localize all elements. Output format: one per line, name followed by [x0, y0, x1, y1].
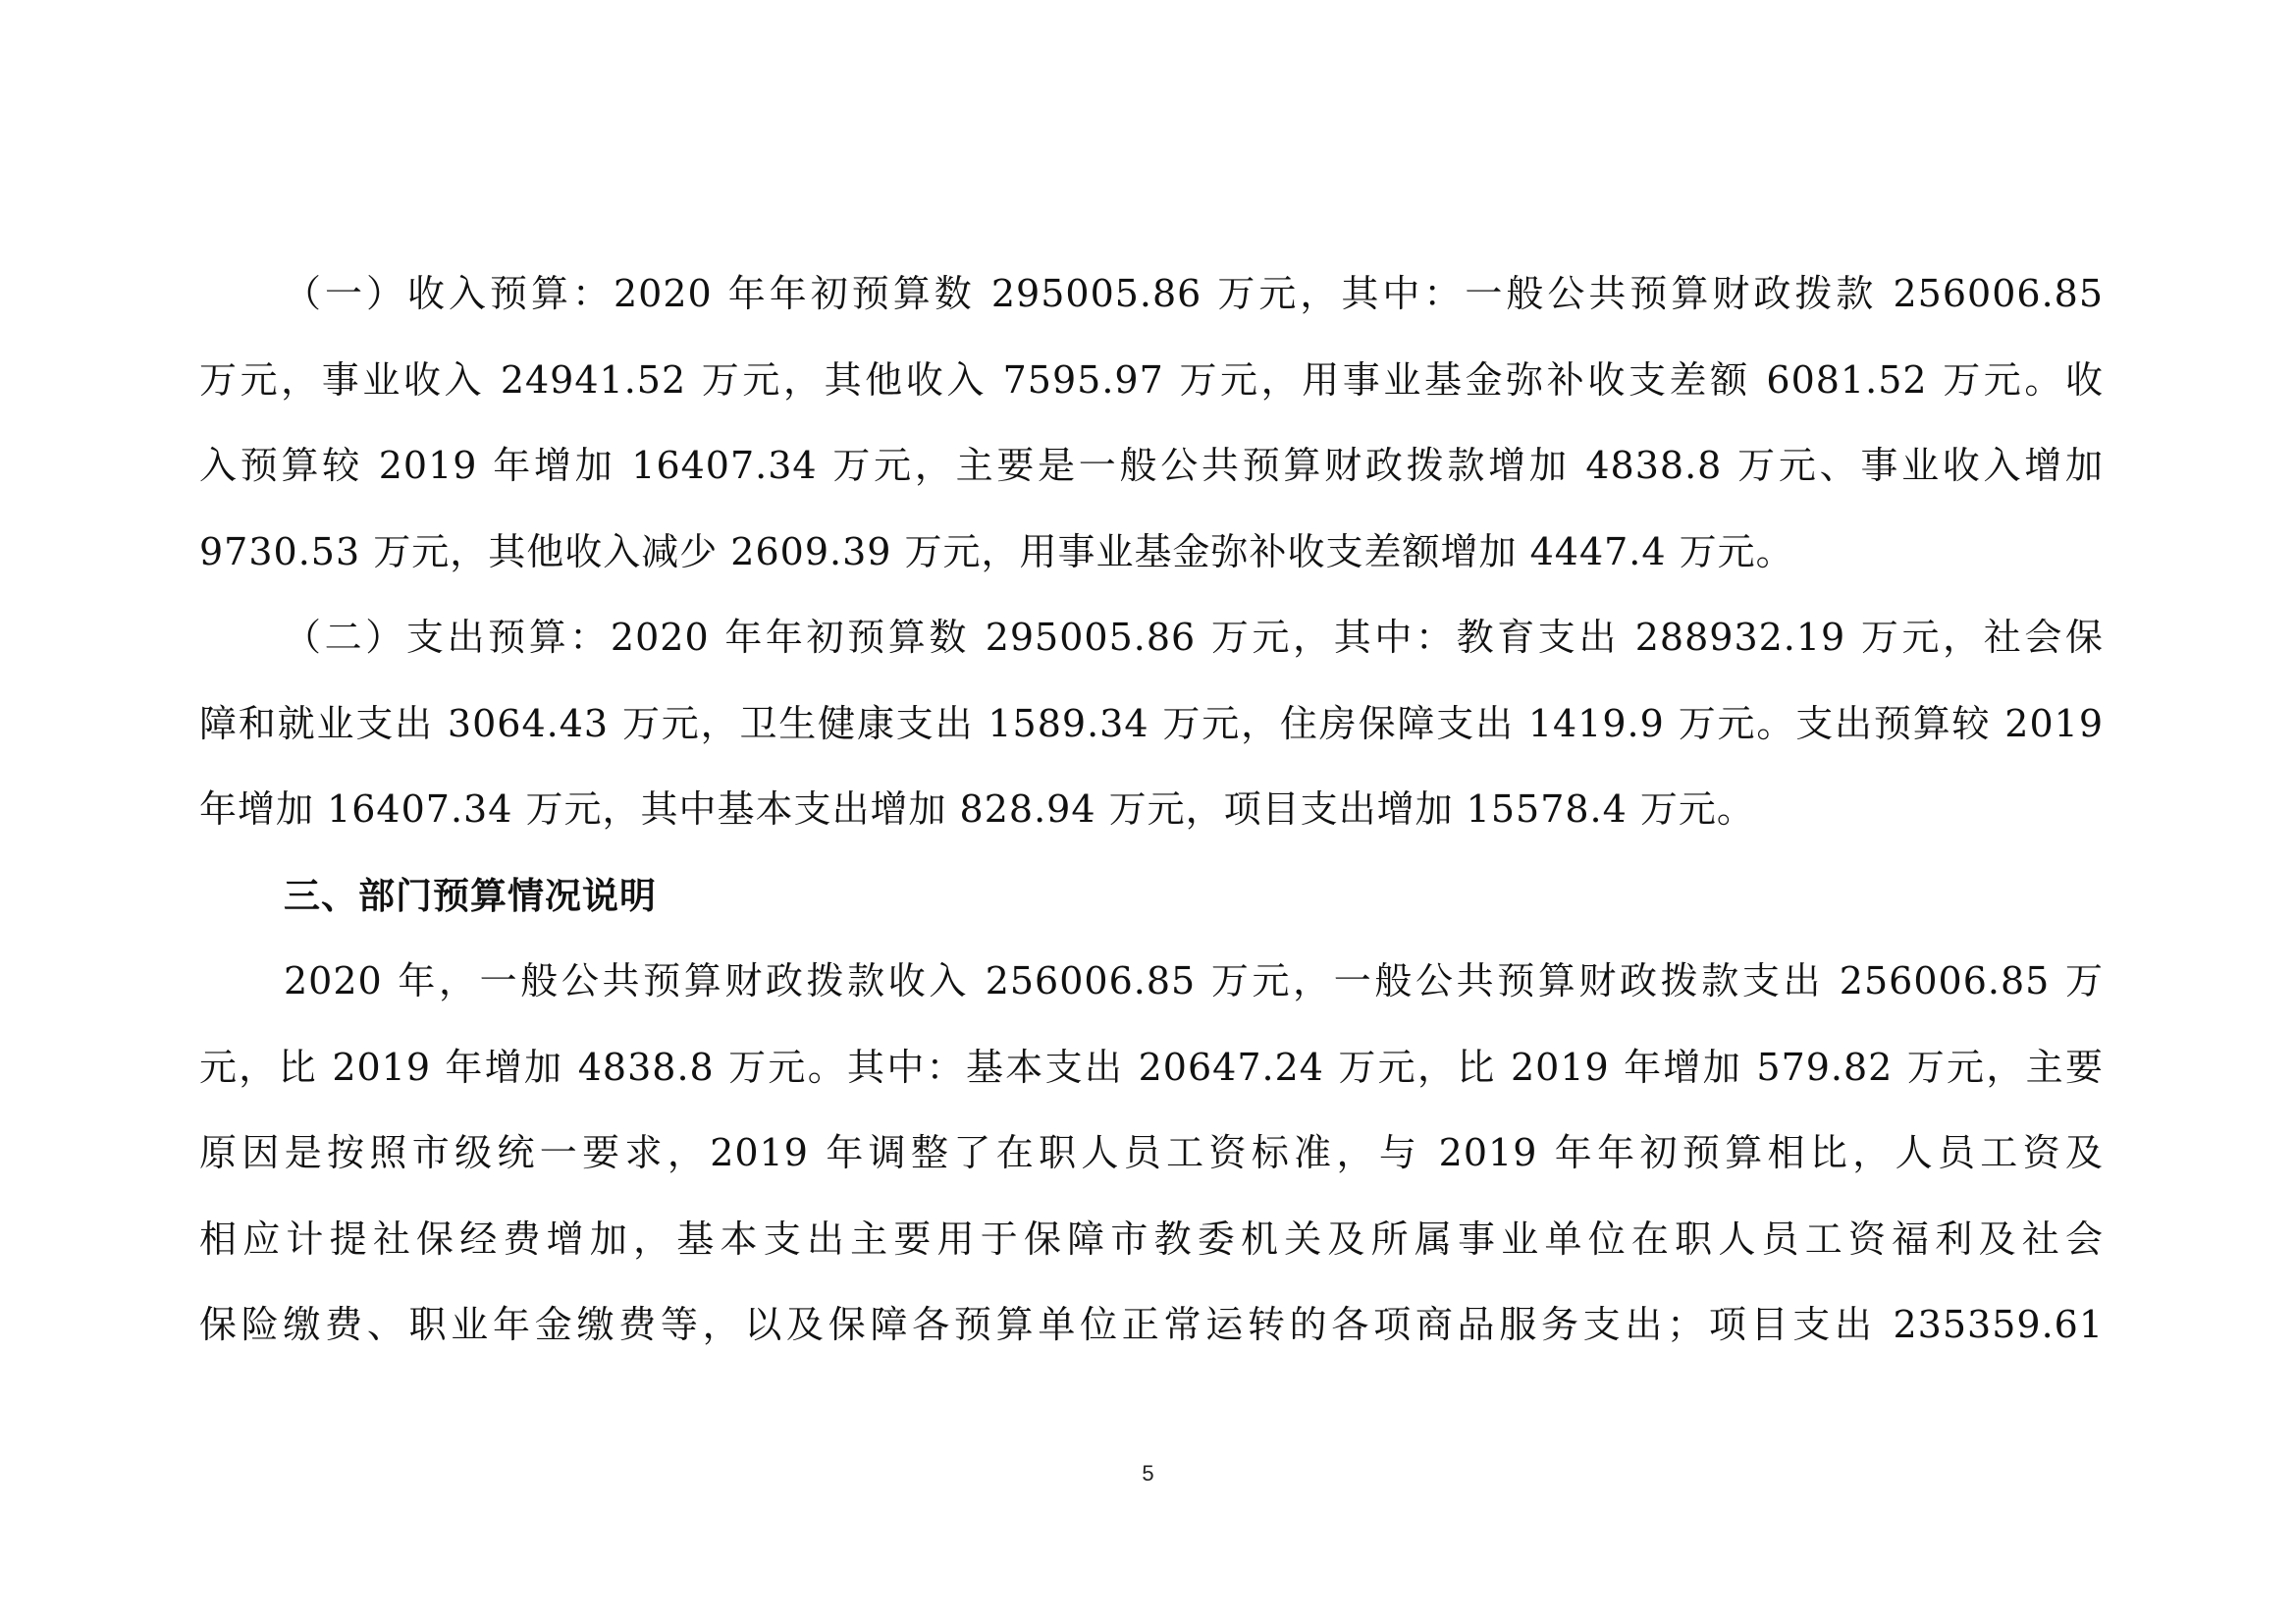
paragraph-budget-line-3: 原因是按照市级统一要求，2019 年调整了在职人员工资标准，与 2019 年年初预算相比，人员工资及 [199, 1131, 2104, 1174]
paragraph-expense-line-1: （二）支出预算：2020 年年初预算数 295005.86 万元，其中：教育支出 288932.19 万元，社会保 [284, 616, 2104, 659]
paragraph-budget-line-1: 2020 年，一般公共预算财政拨款收入 256006.85 万元，一般公共预算财政拨款支出 256006.85 万 [284, 959, 2104, 1002]
paragraph-income-line-1: （一）收入预算：2020 年年初预算数 295005.86 万元，其中：一般公共预算财政拨款 256006.85 [284, 272, 2104, 315]
paragraph-income-line-3: 入预算较 2019 年增加 16407.34 万元，主要是一般公共预算财政拨款增加 4838.8 万元、事业收入增加 [199, 444, 2104, 487]
section-heading: 三、部门预算情况说明 [284, 874, 657, 917]
paragraph-budget-line-4: 相应计提社保经费增加，基本支出主要用于保障市教委机关及所属事业单位在职人员工资福利及社会 [199, 1217, 2104, 1261]
page-number: 5 [1142, 1461, 1154, 1486]
paragraph-income-line-4: 9730.53 万元，其他收入减少 2609.39 万元，用事业基金弥补收支差额增加 4447.4 万元。 [199, 529, 1794, 573]
paragraph-expense-line-2: 障和就业支出 3064.43 万元，卫生健康支出 1589.34 万元，住房保障支出 1419.9 万元。支出预算较 2019 [199, 701, 2104, 745]
paragraph-budget-line-2: 元，比 2019 年增加 4838.8 万元。其中：基本支出 20647.24 万元，比 2019 年增加 579.82 万元，主要 [199, 1045, 2104, 1089]
paragraph-budget-line-5: 保险缴费、职业年金缴费等，以及保障各预算单位正常运转的各项商品服务支出；项目支出 235359.61 [199, 1303, 2104, 1346]
paragraph-income-line-2: 万元，事业收入 24941.52 万元，其他收入 7595.97 万元，用事业基金弥补收支差额 6081.52 万元。收 [199, 357, 2104, 402]
paragraph-expense-line-3: 年增加 16407.34 万元，其中基本支出增加 828.94 万元，项目支出增加 15578.4 万元。 [199, 787, 1755, 831]
body-text [199, 251, 2104, 1369]
